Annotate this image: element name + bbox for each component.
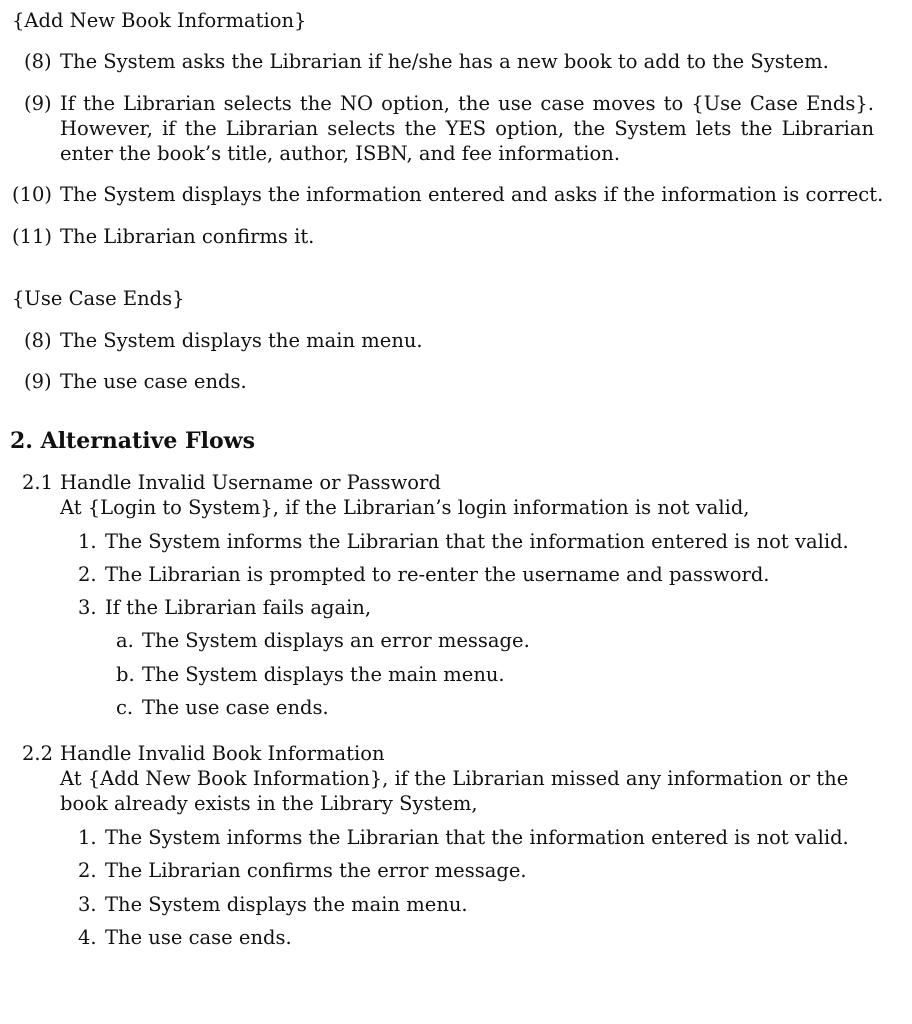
flow-title: Handle Invalid Username or Password bbox=[60, 471, 441, 494]
step-number: (8) bbox=[24, 50, 52, 73]
list-item: The Librarian is prompted to re-enter the username and password. bbox=[105, 563, 770, 586]
sublist-letter: a. bbox=[116, 629, 134, 652]
flow-intro: At {Login to System}, if the Librarian’s login information is not valid, bbox=[60, 496, 750, 519]
step-text: The System displays the information entered and asks if the information is correct. bbox=[60, 183, 884, 206]
list-item: The System displays the main menu. bbox=[105, 893, 468, 916]
list-item: The System informs the Librarian that the information entered is not valid. bbox=[105, 826, 849, 849]
step-text: The System displays the main menu. bbox=[60, 329, 423, 352]
list-item: The System informs the Librarian that the information entered is not valid. bbox=[105, 530, 849, 553]
step-text: The use case ends. bbox=[60, 370, 247, 393]
sublist-item: The use case ends. bbox=[142, 696, 329, 719]
section-title-add-book: {Add New Book Information} bbox=[12, 9, 307, 32]
sublist-item: The System displays the main menu. bbox=[142, 663, 505, 686]
flow-number: 2.1 bbox=[22, 471, 54, 494]
flow-number: 2.2 bbox=[22, 742, 54, 765]
step-text: The Librarian confirms it. bbox=[60, 225, 315, 248]
step-number: (10) bbox=[12, 183, 53, 206]
flow-intro: At {Add New Book Information}, if the Librarian missed any information or the book already exists in the Library System, bbox=[60, 767, 849, 815]
list-number: 3. bbox=[78, 596, 97, 619]
step-text: The System asks the Librarian if he/she has a new book to add to the System. bbox=[60, 50, 829, 73]
sublist-letter: b. bbox=[116, 663, 135, 686]
sublist-item: The System displays an error message. bbox=[142, 629, 530, 652]
section-title-use-case-ends: {Use Case Ends} bbox=[12, 287, 185, 310]
list-number: 1. bbox=[78, 826, 97, 849]
step-number: (9) bbox=[24, 370, 52, 393]
list-number: 2. bbox=[78, 563, 97, 586]
flow-title: Handle Invalid Book Information bbox=[60, 742, 385, 765]
section-heading-alternative-flows: 2. Alternative Flows bbox=[10, 428, 255, 454]
list-number: 1. bbox=[78, 530, 97, 553]
list-number: 2. bbox=[78, 859, 97, 882]
step-number: (9) bbox=[24, 92, 52, 115]
list-item: The Librarian confirms the error message. bbox=[105, 859, 527, 882]
step-number: (8) bbox=[24, 329, 52, 352]
list-item: The use case ends. bbox=[105, 926, 292, 949]
list-number: 4. bbox=[78, 926, 97, 949]
list-item: If the Librarian fails again, bbox=[105, 596, 372, 619]
step-number: (11) bbox=[12, 225, 53, 248]
list-number: 3. bbox=[78, 893, 97, 916]
step-text: If the Librarian selects the NO option, the use case moves to {Use Case Ends}. However, if the Librarian selects the YES option, the System lets the Librarian enter the book’s title, author, ISBN, and fee information. bbox=[60, 92, 874, 165]
sublist-letter: c. bbox=[116, 696, 134, 719]
